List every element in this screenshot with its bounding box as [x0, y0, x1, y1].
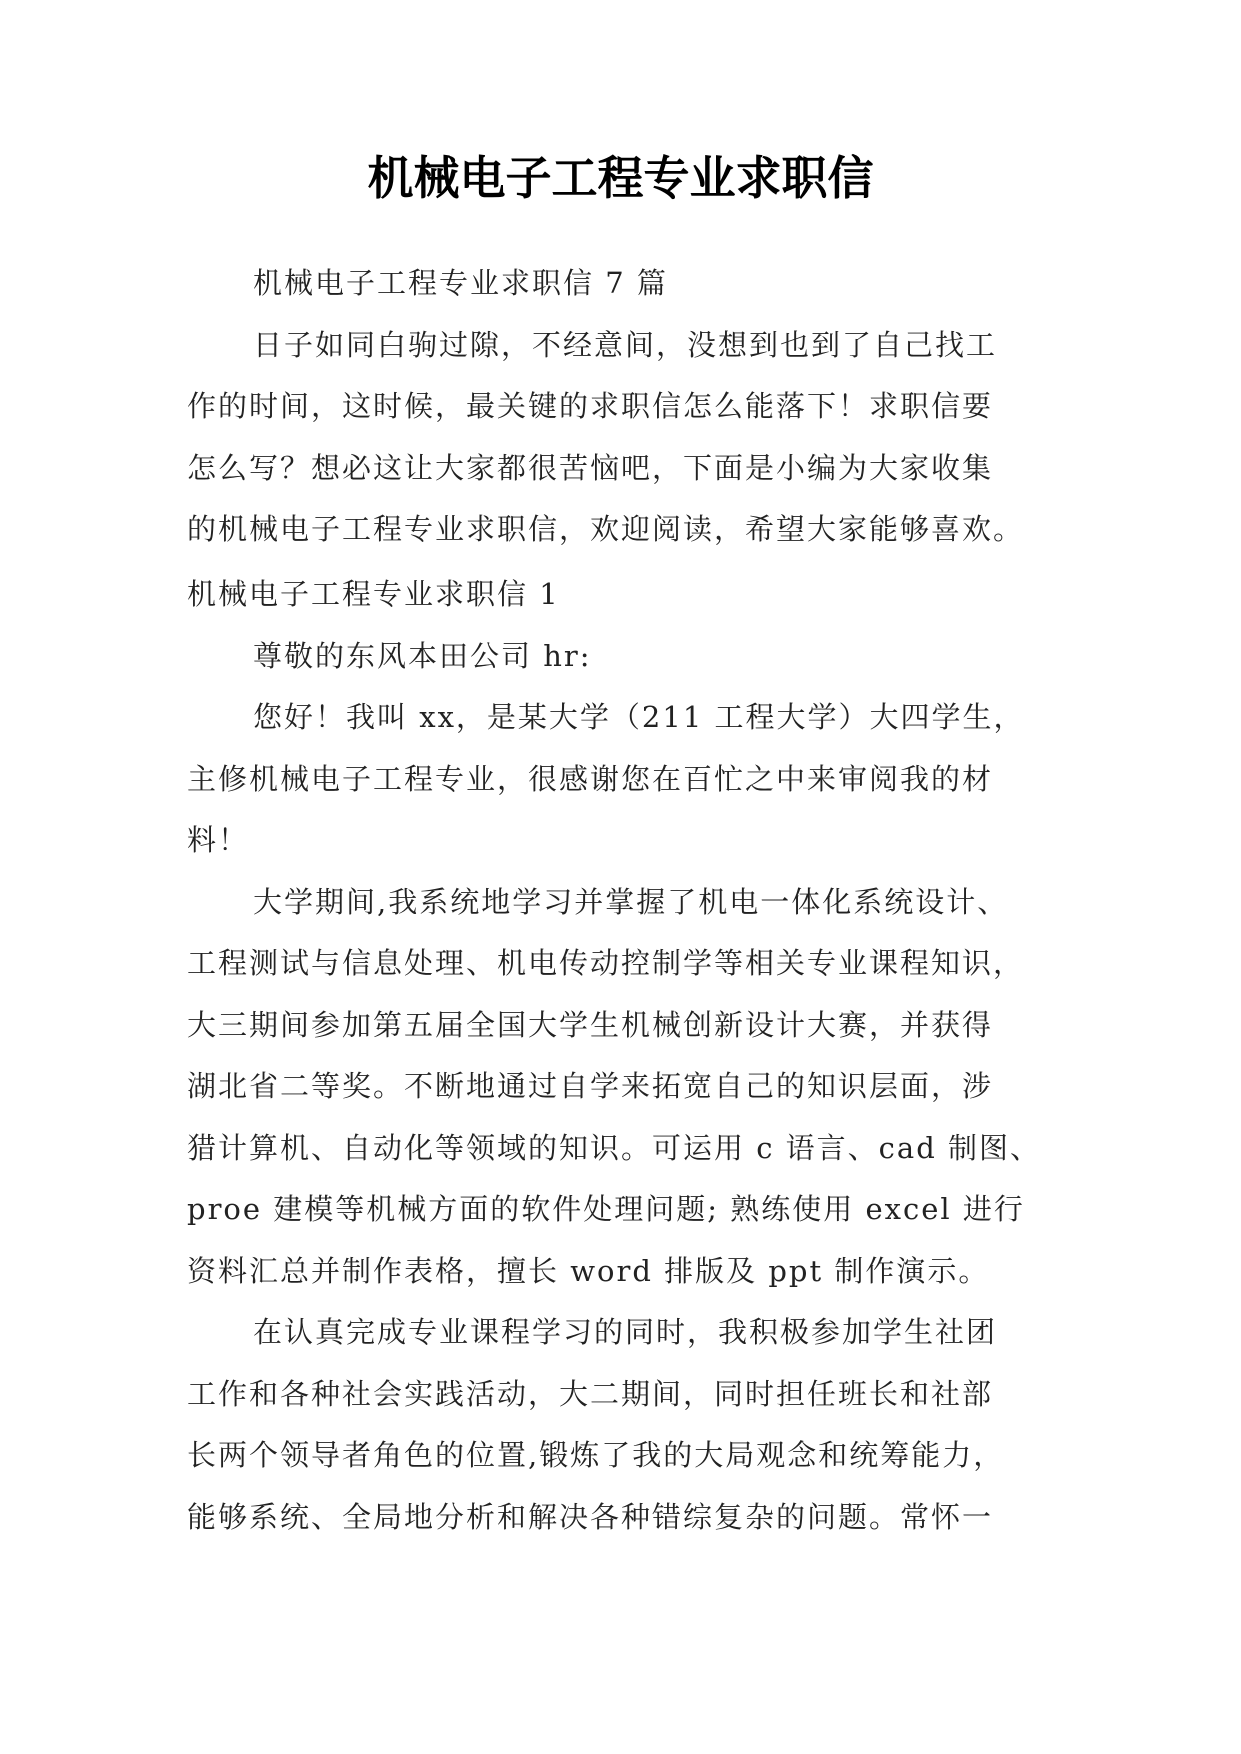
paragraph-line: proe 建模等机械方面的软件处理问题; 熟练使用 excel 进行 [187, 1192, 1025, 1226]
paragraph-line: 主修机械电子工程专业，很感谢您在百忙之中来审阅我的材 [187, 761, 994, 796]
paragraph-line: 猎计算机、自动化等领域的知识。可运用 c 语言、cad 制图、 [187, 1130, 1041, 1165]
paragraph-line: 工作和各种社会实践活动，大二期间，同时担任班长和社部 [187, 1376, 994, 1411]
paragraph-line: 长两个领导者角色的位置,锻炼了我的大局观念和统筹能力， [187, 1438, 1005, 1472]
paragraph-line: 湖北省二等奖。不断地通过自学来拓宽自己的知识层面，涉 [187, 1069, 994, 1103]
paragraph-line: 大三期间参加第五届全国大学生机械创新设计大赛，并获得 [187, 1007, 994, 1042]
paragraph-line: 作的时间，这时候，最关键的求职信怎么能落下！求职信要 [187, 389, 994, 423]
paragraph-line: 料！ [187, 823, 250, 857]
paragraph-line: 日子如同白驹过隙，不经意间，没想到也到了自己找工 [253, 327, 998, 362]
paragraph-line: 大学期间,我系统地学习并掌握了机电一体化系统设计、 [253, 884, 1009, 919]
subtitle-line: 机械电子工程专业求职信 7 篇 [253, 266, 668, 300]
document-title: 机械电子工程专业求职信 [367, 151, 874, 205]
section-heading: 机械电子工程专业求职信 1 [187, 577, 560, 611]
paragraph-line: 怎么写？想必这让大家都很苦恼吧，下面是小编为大家收集 [187, 450, 994, 485]
salutation-line: 尊敬的东风本田公司 hr: [253, 638, 592, 673]
paragraph-line: 资料汇总并制作表格，擅长 word 排版及 ppt 制作演示。 [187, 1253, 990, 1288]
paragraph-line: 在认真完成专业课程学习的同时，我积极参加学生社团 [253, 1315, 998, 1349]
letter-section [187, 564, 1049, 1548]
paragraph-line: 工程测试与信息处理、机电传动控制学等相关专业课程知识， [187, 946, 1025, 980]
paragraph-line: 能够系统、全局地分析和解决各种错综复杂的问题。常怀一 [187, 1499, 994, 1534]
intro-section [187, 253, 1049, 561]
paragraph-line: 您好！我叫 xx，是某大学（211 工程大学）大四学生， [253, 700, 1025, 734]
paragraph-line: 的机械电子工程专业求职信，欢迎阅读，希望大家能够喜欢。 [187, 512, 1025, 546]
